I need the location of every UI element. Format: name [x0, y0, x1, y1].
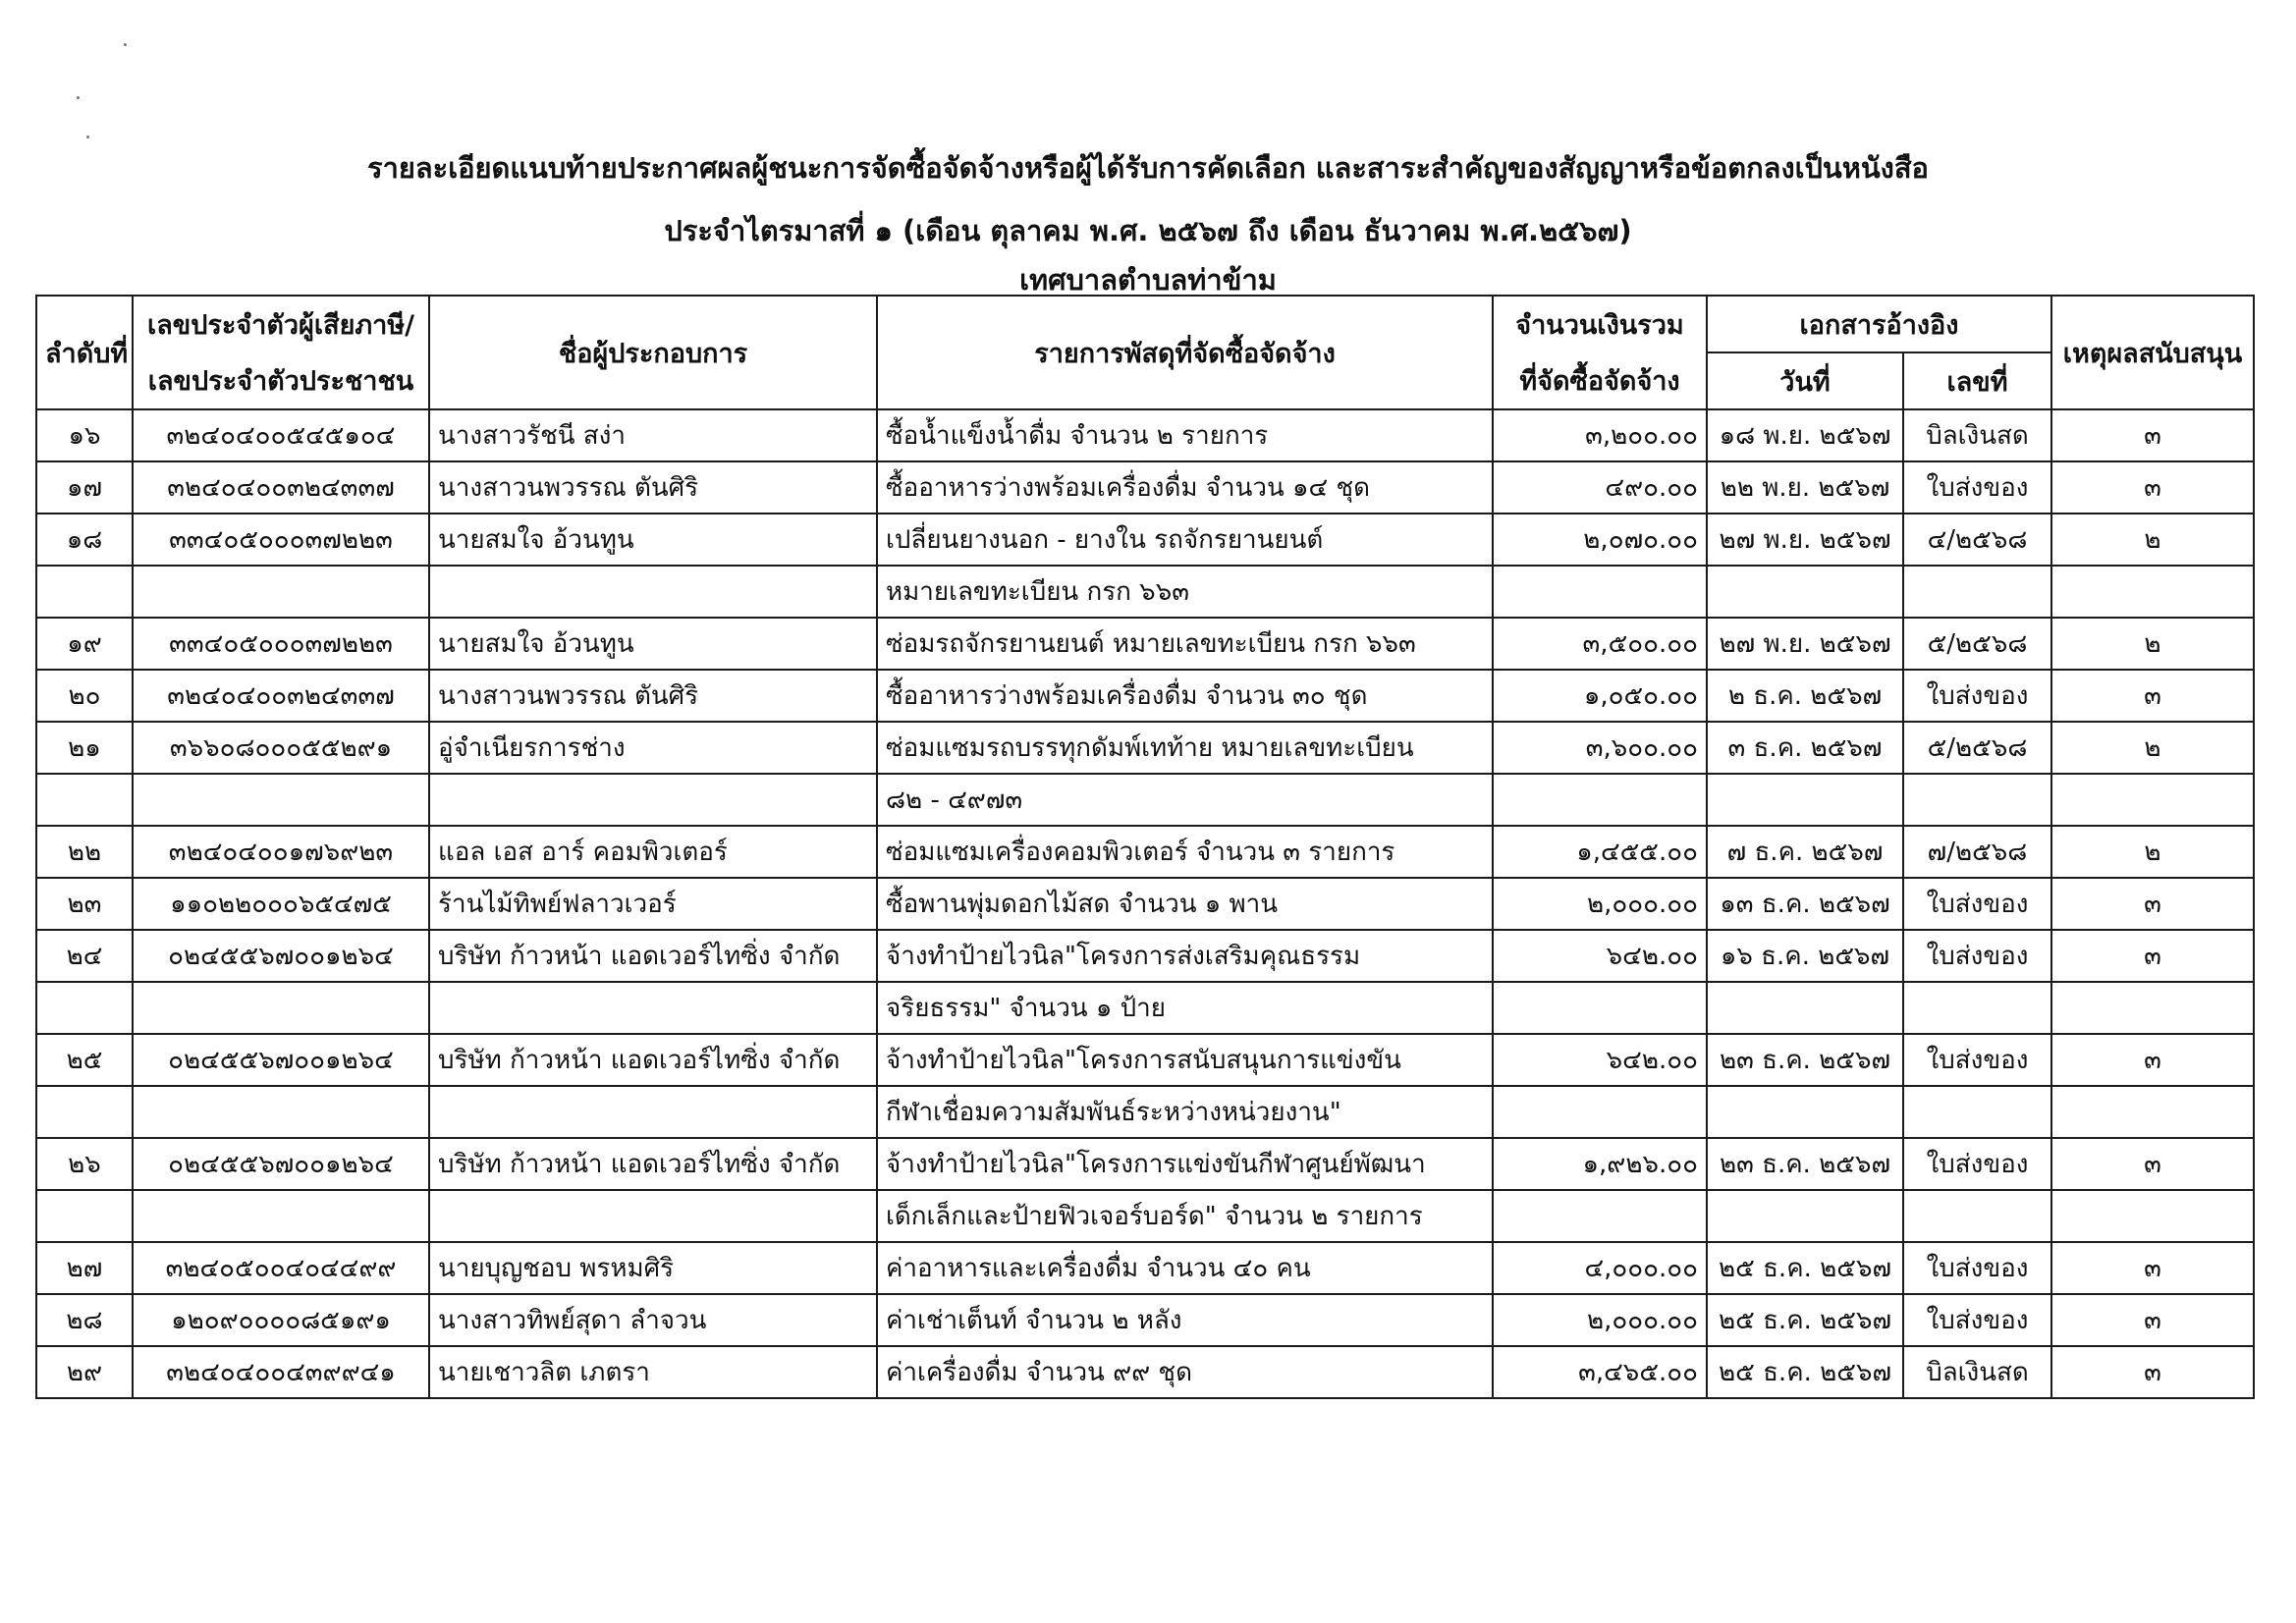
cell-reason: ๓	[2051, 1242, 2254, 1294]
cell-vendor	[429, 1086, 877, 1138]
table-row	[36, 566, 2254, 618]
table-row	[36, 1086, 2254, 1138]
cell-date: ๑๓ ธ.ค. ๒๕๖๗	[1707, 878, 1903, 930]
cell-item: จ้างทำป้ายไวนิล"โครงการแข่งขันกีฬาศูนย์พัฒนา	[877, 1138, 1493, 1190]
cell-amount: ๒,๐๐๐.๐๐	[1493, 878, 1707, 930]
cell-vendor: แอล เอส อาร์ คอมพิวเตอร์	[429, 826, 877, 878]
cell-no: ๑๘	[36, 514, 133, 566]
cell-item: หมายเลขทะเบียน กรก ๖๖๓	[877, 566, 1493, 618]
cell-docno	[1903, 1086, 2051, 1138]
cell-vendor: นายสมใจ อ้วนทูน	[429, 618, 877, 670]
cell-no	[36, 774, 133, 826]
document-organization: เทศบาลตำบลท่าข้าม	[1019, 263, 1277, 297]
cell-taxid: ๐๒๔๕๕๖๗๐๐๑๒๖๔	[133, 1138, 429, 1190]
cell-vendor: ร้านไม้ทิพย์ฟลาวเวอร์	[429, 878, 877, 930]
cell-item: ซื้อพานพุ่มดอกไม้สด จำนวน ๑ พาน	[877, 878, 1493, 930]
cell-taxid: ๓๓๔๐๕๐๐๐๓๗๒๒๓	[133, 618, 429, 670]
cell-taxid	[133, 982, 429, 1034]
scan-speck	[86, 135, 89, 138]
cell-docno: ใบส่งของ	[1903, 1294, 2051, 1346]
cell-amount	[1493, 1190, 1707, 1242]
cell-item: ค่าเช่าเต็นท์ จำนวน ๒ หลัง	[877, 1294, 1493, 1346]
cell-amount: ๓,๔๖๕.๐๐	[1493, 1346, 1707, 1398]
cell-taxid: ๓๒๔๐๔๐๐๓๒๔๓๓๗	[133, 670, 429, 722]
cell-date	[1707, 1190, 1903, 1242]
cell-docno	[1903, 1190, 2051, 1242]
cell-date: ๒๕ ธ.ค. ๒๕๖๗	[1707, 1294, 1903, 1346]
table-row	[36, 618, 2254, 670]
cell-date: ๒๕ ธ.ค. ๒๕๖๗	[1707, 1242, 1903, 1294]
cell-date	[1707, 566, 1903, 618]
cell-reason: ๓	[2051, 461, 2254, 514]
cell-vendor	[429, 774, 877, 826]
cell-amount: ๒,๐๐๐.๐๐	[1493, 1294, 1707, 1346]
cell-docno: ๕/๒๕๖๘	[1903, 722, 2051, 774]
cell-item: จริยธรรม" จำนวน ๑ ป้าย	[877, 982, 1493, 1034]
cell-item: ๘๒ - ๔๙๗๓	[877, 774, 1493, 826]
table-row	[36, 461, 2254, 514]
table-row	[36, 1242, 2254, 1294]
cell-amount: ๔,๐๐๐.๐๐	[1493, 1242, 1707, 1294]
cell-amount: ๑,๙๒๖.๐๐	[1493, 1138, 1707, 1190]
header-vendor: ชื่อผู้ประกอบการ	[429, 296, 877, 409]
cell-taxid: ๑๑๐๒๒๐๐๐๖๕๔๗๕	[133, 878, 429, 930]
table-row	[36, 1346, 2254, 1398]
cell-vendor: นางสาวนพวรรณ ตันศิริ	[429, 461, 877, 514]
header-reference: เอกสารอ้างอิง	[1707, 296, 2051, 352]
cell-item: จ้างทำป้ายไวนิล"โครงการสนับสนุนการแข่งขัน	[877, 1034, 1493, 1086]
cell-item: ซ่อมแซมรถบรรทุกดัมพ์เทท้าย หมายเลขทะเบียน	[877, 722, 1493, 774]
cell-no: ๒๕	[36, 1034, 133, 1086]
cell-date: ๗ ธ.ค. ๒๕๖๗	[1707, 826, 1903, 878]
header-reason: เหตุผลสนับสนุน	[2051, 296, 2254, 409]
cell-vendor	[429, 1190, 877, 1242]
header-ref-date: วันที่	[1707, 352, 1903, 409]
cell-taxid: ๓๒๔๐๕๐๐๔๐๔๔๙๙	[133, 1242, 429, 1294]
header-amount	[1493, 296, 1707, 409]
cell-vendor: อู่จำเนียรการช่าง	[429, 722, 877, 774]
cell-no: ๑๙	[36, 618, 133, 670]
cell-amount	[1493, 1086, 1707, 1138]
cell-docno: บิลเงินสด	[1903, 409, 2051, 461]
table-row	[36, 1294, 2254, 1346]
cell-no: ๑๗	[36, 461, 133, 514]
cell-docno: ๗/๒๕๖๘	[1903, 826, 2051, 878]
cell-vendor: นางสาวรัชนี สง่า	[429, 409, 877, 461]
cell-no: ๒๓	[36, 878, 133, 930]
cell-reason	[2051, 774, 2254, 826]
cell-no	[36, 982, 133, 1034]
cell-taxid: ๐๒๔๕๕๖๗๐๐๑๒๖๔	[133, 1034, 429, 1086]
table-row	[36, 409, 2254, 461]
cell-item: ค่าเครื่องดื่ม จำนวน ๙๙ ชุด	[877, 1346, 1493, 1398]
cell-amount: ๒,๐๗๐.๐๐	[1493, 514, 1707, 566]
cell-item: ซื้ออาหารว่างพร้อมเครื่องดื่ม จำนวน ๓๐ ชุด	[877, 670, 1493, 722]
cell-amount	[1493, 982, 1707, 1034]
cell-amount: ๓,๒๐๐.๐๐	[1493, 409, 1707, 461]
cell-reason: ๒	[2051, 514, 2254, 566]
cell-date: ๑๘ พ.ย. ๒๕๖๗	[1707, 409, 1903, 461]
header-taxid-line1: เลขประจำตัวผู้เสียภาษี/	[146, 310, 415, 341]
header-item: รายการพัสดุที่จัดซื้อจัดจ้าง	[877, 296, 1493, 409]
table-row	[36, 1190, 2254, 1242]
cell-no: ๒๙	[36, 1346, 133, 1398]
table-row	[36, 878, 2254, 930]
cell-taxid: ๓๖๖๐๘๐๐๐๕๕๒๙๑	[133, 722, 429, 774]
cell-date: ๒ ธ.ค. ๒๕๖๗	[1707, 670, 1903, 722]
cell-vendor	[429, 982, 877, 1034]
cell-vendor: นายบุญชอบ พรหมศิริ	[429, 1242, 877, 1294]
cell-reason: ๒	[2051, 722, 2254, 774]
cell-no: ๒๑	[36, 722, 133, 774]
cell-taxid: ๓๓๔๐๕๐๐๐๓๗๒๒๓	[133, 514, 429, 566]
table-row	[36, 826, 2254, 878]
cell-reason: ๒	[2051, 826, 2254, 878]
table-row	[36, 1138, 2254, 1190]
cell-docno: ๕/๒๕๖๘	[1903, 618, 2051, 670]
header-taxid-line2: เลขประจำตัวประชาชน	[147, 366, 414, 397]
cell-taxid: ๓๒๔๐๔๐๐๓๒๔๓๓๗	[133, 461, 429, 514]
cell-no	[36, 1190, 133, 1242]
scan-speck	[77, 96, 80, 99]
header-amount-line2: ที่จัดซื้อจัดจ้าง	[1519, 366, 1680, 397]
cell-amount: ๖๔๒.๐๐	[1493, 930, 1707, 982]
cell-no: ๒๔	[36, 930, 133, 982]
table-body	[36, 409, 2254, 1398]
cell-date: ๒๗ พ.ย. ๒๕๖๗	[1707, 514, 1903, 566]
cell-date	[1707, 1086, 1903, 1138]
cell-docno: ใบส่งของ	[1903, 878, 2051, 930]
cell-vendor: นายเชาวลิต เภตรา	[429, 1346, 877, 1398]
cell-vendor	[429, 566, 877, 618]
cell-reason: ๓	[2051, 878, 2254, 930]
cell-item: ซ่อมแซมเครื่องคอมพิวเตอร์ จำนวน ๓ รายการ	[877, 826, 1493, 878]
cell-taxid	[133, 1086, 429, 1138]
cell-no	[36, 566, 133, 618]
cell-docno	[1903, 982, 2051, 1034]
cell-date: ๒๕ ธ.ค. ๒๕๖๗	[1707, 1346, 1903, 1398]
cell-date: ๒๓ ธ.ค. ๒๕๖๗	[1707, 1138, 1903, 1190]
cell-reason	[2051, 1190, 2254, 1242]
cell-docno: ใบส่งของ	[1903, 1138, 2051, 1190]
cell-item: ซื้ออาหารว่างพร้อมเครื่องดื่ม จำนวน ๑๔ ชุด	[877, 461, 1493, 514]
table-row	[36, 1034, 2254, 1086]
cell-docno: บิลเงินสด	[1903, 1346, 2051, 1398]
cell-taxid: ๓๒๔๐๔๐๐๕๔๕๑๐๔	[133, 409, 429, 461]
cell-date	[1707, 982, 1903, 1034]
document-period: ประจำไตรมาสที่ ๑ (เดือน ตุลาคม พ.ศ. ๒๕๖๗ ถึง เดือน ธันวาคม พ.ศ.๒๕๖๗)	[664, 214, 1632, 247]
cell-date: ๒๓ ธ.ค. ๒๕๖๗	[1707, 1034, 1903, 1086]
cell-docno: ใบส่งของ	[1903, 1242, 2051, 1294]
cell-amount	[1493, 774, 1707, 826]
header-amount-line1: จำนวนเงินรวม	[1515, 310, 1684, 341]
cell-reason: ๓	[2051, 1138, 2254, 1190]
cell-docno: ใบส่งของ	[1903, 930, 2051, 982]
cell-taxid: ๓๒๔๐๔๐๐๑๗๖๙๒๓	[133, 826, 429, 878]
cell-date: ๓ ธ.ค. ๒๕๖๗	[1707, 722, 1903, 774]
cell-item: เด็กเล็กและป้ายฟิวเจอร์บอร์ด" จำนวน ๒ รายการ	[877, 1190, 1493, 1242]
cell-item: เปลี่ยนยางนอก - ยางใน รถจักรยานยนต์	[877, 514, 1493, 566]
cell-docno	[1903, 566, 2051, 618]
document-title: รายละเอียดแนบท้ายประกาศผลผู้ชนะการจัดซื้อจัดจ้างหรือผู้ได้รับการคัดเลือก และสาระสำคัญของสัญญาหรือข้อตกลงเป็นหนังสือ	[367, 151, 1929, 185]
cell-reason: ๓	[2051, 670, 2254, 722]
cell-date: ๑๖ ธ.ค. ๒๕๖๗	[1707, 930, 1903, 982]
cell-amount: ๑,๔๕๕.๐๐	[1493, 826, 1707, 878]
cell-taxid	[133, 566, 429, 618]
cell-reason	[2051, 566, 2254, 618]
cell-docno: ใบส่งของ	[1903, 670, 2051, 722]
cell-vendor: นางสาวนพวรรณ ตันศิริ	[429, 670, 877, 722]
cell-no: ๒๗	[36, 1242, 133, 1294]
cell-vendor: บริษัท ก้าวหน้า แอดเวอร์ไทซิ่ง จำกัด	[429, 930, 877, 982]
cell-no	[36, 1086, 133, 1138]
cell-vendor: นายสมใจ อ้วนทูน	[429, 514, 877, 566]
cell-reason: ๓	[2051, 409, 2254, 461]
cell-amount: ๓,๖๐๐.๐๐	[1493, 722, 1707, 774]
cell-reason: ๓	[2051, 1034, 2254, 1086]
header-taxid	[133, 296, 429, 409]
cell-docno: ๔/๒๕๖๘	[1903, 514, 2051, 566]
table-row	[36, 722, 2254, 774]
cell-reason: ๓	[2051, 1294, 2254, 1346]
cell-date	[1707, 774, 1903, 826]
cell-item: กีฬาเชื่อมความสัมพันธ์ระหว่างหน่วยงาน"	[877, 1086, 1493, 1138]
header-ref-no: เลขที่	[1903, 352, 2051, 409]
cell-item: ซ่อมรถจักรยานยนต์ หมายเลขทะเบียน กรก ๖๖๓	[877, 618, 1493, 670]
cell-no: ๒๐	[36, 670, 133, 722]
cell-reason: ๓	[2051, 930, 2254, 982]
table-row	[36, 514, 2254, 566]
cell-date: ๒๗ พ.ย. ๒๕๖๗	[1707, 618, 1903, 670]
cell-reason	[2051, 1086, 2254, 1138]
cell-no: ๒๒	[36, 826, 133, 878]
table-row	[36, 982, 2254, 1034]
cell-amount: ๖๔๒.๐๐	[1493, 1034, 1707, 1086]
cell-amount	[1493, 566, 1707, 618]
cell-taxid: ๑๒๐๙๐๐๐๐๘๕๑๙๑	[133, 1294, 429, 1346]
cell-no: ๒๘	[36, 1294, 133, 1346]
cell-taxid: ๐๒๔๕๕๖๗๐๐๑๒๖๔	[133, 930, 429, 982]
cell-taxid: ๓๒๔๐๔๐๐๔๓๙๙๔๑	[133, 1346, 429, 1398]
cell-reason	[2051, 982, 2254, 1034]
cell-reason: ๓	[2051, 1346, 2254, 1398]
table-row	[36, 670, 2254, 722]
cell-item: ค่าอาหารและเครื่องดื่ม จำนวน ๔๐ คน	[877, 1242, 1493, 1294]
cell-amount: ๔๙๐.๐๐	[1493, 461, 1707, 514]
cell-vendor: บริษัท ก้าวหน้า แอดเวอร์ไทซิ่ง จำกัด	[429, 1034, 877, 1086]
cell-taxid	[133, 1190, 429, 1242]
table-row	[36, 774, 2254, 826]
header-no: ลำดับที่	[36, 296, 133, 409]
cell-amount: ๑,๐๕๐.๐๐	[1493, 670, 1707, 722]
cell-vendor: นางสาวทิพย์สุดา ลำจวน	[429, 1294, 877, 1346]
cell-taxid	[133, 774, 429, 826]
cell-amount: ๓,๕๐๐.๐๐	[1493, 618, 1707, 670]
cell-item: ซื้อน้ำแข็งน้ำดื่ม จำนวน ๒ รายการ	[877, 409, 1493, 461]
cell-date: ๒๒ พ.ย. ๒๕๖๗	[1707, 461, 1903, 514]
cell-docno: ใบส่งของ	[1903, 1034, 2051, 1086]
procurement-table	[35, 295, 2255, 1399]
cell-no: ๒๖	[36, 1138, 133, 1190]
table-row	[36, 930, 2254, 982]
cell-docno	[1903, 774, 2051, 826]
cell-no: ๑๖	[36, 409, 133, 461]
cell-reason: ๒	[2051, 618, 2254, 670]
cell-vendor: บริษัท ก้าวหน้า แอดเวอร์ไทซิ่ง จำกัด	[429, 1138, 877, 1190]
scan-speck	[124, 43, 127, 46]
cell-docno: ใบส่งของ	[1903, 461, 2051, 514]
cell-item: จ้างทำป้ายไวนิล"โครงการส่งเสริมคุณธรรม	[877, 930, 1493, 982]
